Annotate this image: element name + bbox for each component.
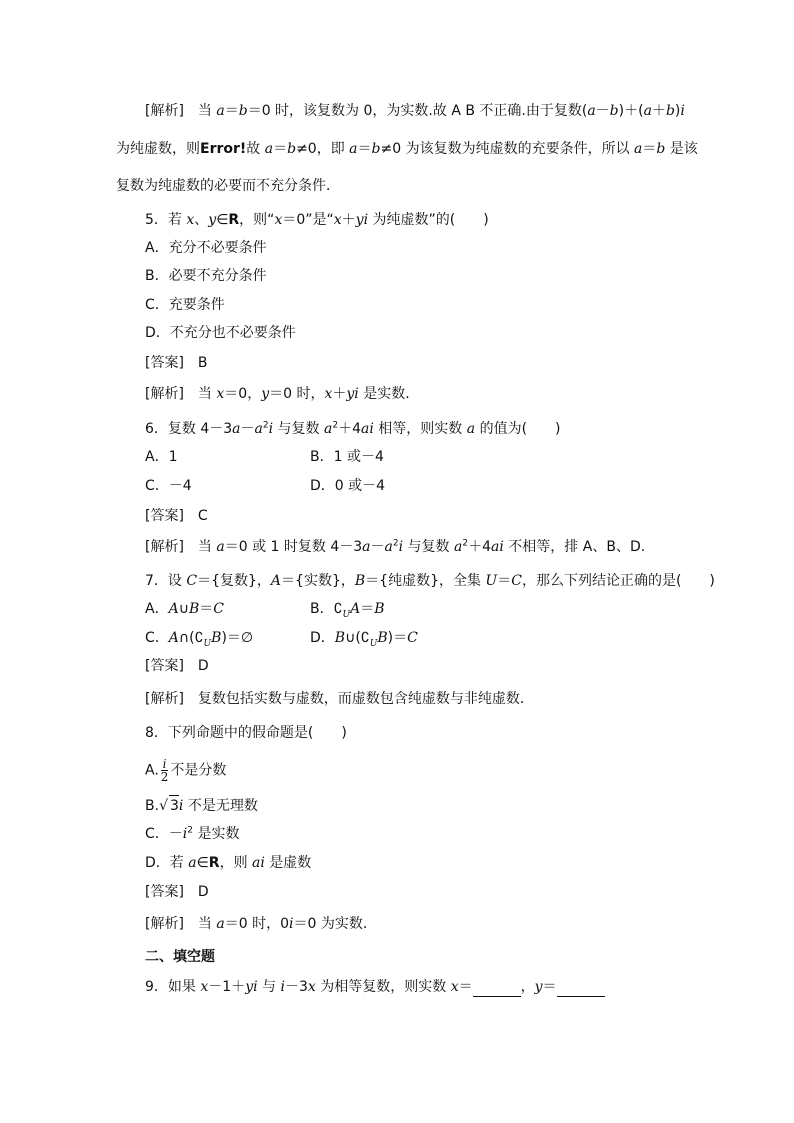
answer-blank-y[interactable] — [557, 982, 605, 997]
q8-option-d: D．若 a∈R，则 ai 是虚数 — [145, 855, 312, 871]
q6-option-d: D．0 或－4 — [310, 478, 386, 494]
q6-option-b: B．1 或－4 — [310, 449, 384, 465]
q5-analysis: [解析] 当 x＝0，y＝0 时，x＋yi 是实数． — [145, 386, 420, 402]
q8-option-c: C．$-i^2$ 是实数 — [145, 825, 240, 842]
intro-analysis-line-3: 复数为纯虚数的必要而不充分条件． — [116, 178, 340, 194]
q8-analysis: [解析] 当 a＝0 时，0i＝0 为实数． — [145, 916, 377, 932]
q5-answer: [答案] B — [145, 355, 208, 371]
error-text: Error! — [200, 141, 247, 157]
q9-stem: 9．如果 x－1＋yi 与 i－3x 为相等复数，则实数 x＝ ，y＝ — [145, 977, 605, 997]
q6-options-row-1 — [145, 447, 384, 467]
q8-stem: 8．下列命题中的假命题是( ) — [145, 725, 347, 741]
q6-analysis: [解析] 当 a＝0 或 1 时复数 $4-3a-a^2i$ 与复数 $a^2+4ai$ 不相等，排 A、B、D. — [145, 538, 646, 555]
q7-options-row-2 — [145, 628, 418, 649]
q8-answer: [答案] D — [145, 884, 209, 900]
q7-stem: 7．设 C＝{复数}，A＝{实数}，B＝{纯虚数}，全集 U＝C，那么下列结论正确的是( ) — [145, 573, 715, 589]
q5-option-d: D．不充分也不必要条件 — [145, 325, 296, 341]
q6-stem: 6．复数 $4-3a-a^2i$ 与复数 $a^2+4ai$ 相等，则实数 a 的值为( ) — [145, 420, 561, 437]
answer-blank-x[interactable] — [473, 982, 521, 997]
q5-stem: 5．若 x、y∈R，则“x＝0”是“x＋yi 为纯虚数”的( ) — [145, 212, 489, 228]
q8-option-a: A. $\frac{i}{2}$ 不是分数 — [145, 757, 227, 784]
q5-option-b: B．必要不充分条件 — [145, 268, 267, 284]
q6-options-row-2 — [145, 476, 386, 496]
q6-option-c: C．－4 — [145, 478, 192, 494]
q7-answer: [答案] D — [145, 658, 209, 674]
q5-option-c: C．充要条件 — [145, 297, 225, 313]
q5-option-a: A．充分不必要条件 — [145, 240, 267, 256]
q7-options-row-1 — [145, 599, 385, 620]
q7-option-c: C．$A\cap(∁_UB)=\emptyset$ — [145, 630, 254, 649]
q7-analysis: [解析] 复数包括实数与虚数，而虚数包含纯虚数与非纯虚数． — [145, 691, 534, 707]
section-heading: 二、填空题 — [145, 949, 215, 965]
sqrt-icon: √ — [159, 798, 168, 814]
intro-analysis-line-2: 为纯虚数，则Error!故 a＝b≠0，即 a＝b≠0 为该复数为纯虚数的充要条件，所以 a＝b 是该 — [116, 141, 698, 157]
q6-option-a: A．1 — [145, 449, 178, 465]
q8-option-b: B.√ 3i 不是无理数 — [145, 795, 258, 816]
q6-answer: [答案] C — [145, 508, 208, 524]
intro-analysis-line-1: [解析] 当 a＝b＝0 时，该复数为 0，为实数.故 A B 不正确.由于复数(a－b)＋(a＋b)i — [145, 103, 685, 119]
q7-option-b: B．$∁_UA=B$ — [310, 601, 385, 620]
q7-option-d: D．$B\cup(∁_UB)=C$ — [310, 630, 418, 649]
fraction-i-over-2: $\frac{i}{2}$ — [160, 757, 169, 784]
q7-option-a: A．A∪B＝C — [145, 601, 224, 617]
